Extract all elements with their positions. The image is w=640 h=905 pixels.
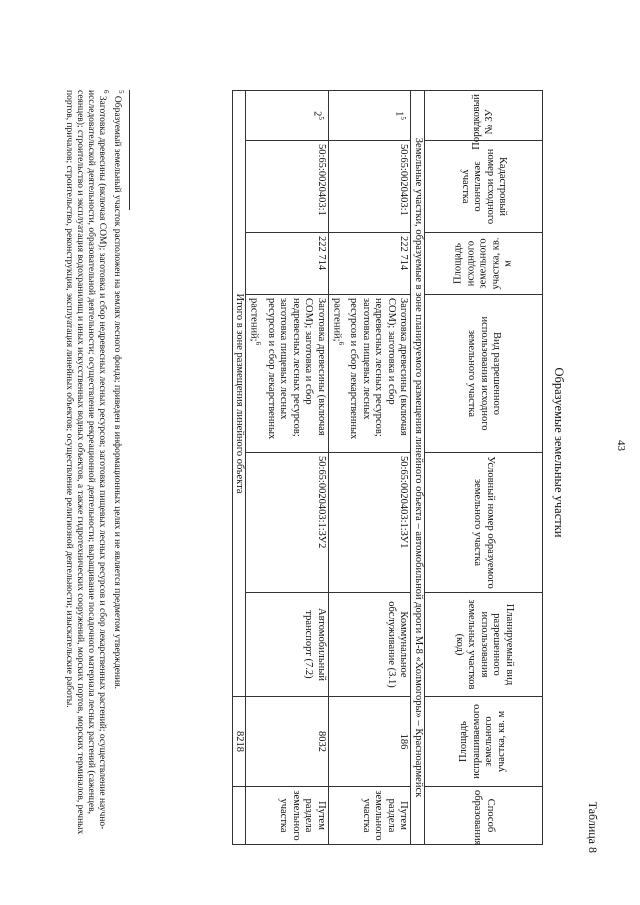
row-area-new: 8032 bbox=[246, 697, 329, 787]
table-row bbox=[329, 91, 412, 845]
total-value: 8218 bbox=[233, 697, 247, 787]
table-row bbox=[246, 91, 329, 845]
header-method: Способ образования bbox=[425, 787, 543, 845]
row-planned-use: Автомобильный транспорт (7.2) bbox=[246, 593, 329, 697]
footnote: $^6$ Заготовка древесины (включая СОМ); заготовка и сбор недревесных лесных ресурсов; заготовка пищевых лесных ресурсов и сбор лекарственных растений; осуществление научно-исследовательской деятельности, образовательной деятельности; осуществление рекреационной деятельности; выращивание посадочного материала лесных растений (саженцев, сеянцев); строительство и эксплуатация водохранилищ и иных искусственных водных объектов, а также гидротехнических сооружений, морских портов, морских терминалов, речных портов, причалов; строительство, реконструкция, эксплуатация линейных объектов; осуществление религиозной деятельности; изыскательские работы. bbox=[63, 90, 110, 835]
row-num: $1^5$ bbox=[329, 91, 412, 141]
footnotes bbox=[63, 90, 130, 850]
table-caption: Образуемые земельные участки bbox=[552, 367, 566, 538]
row-cond-num: 50:65:0020403:1:ЗУ1 bbox=[329, 453, 412, 593]
row-planned-use: Коммунальное обслуживание (3.1) bbox=[329, 593, 412, 697]
header-row bbox=[425, 91, 543, 845]
row-use-src: Заготовка древесины (включая СОМ); заготовка и сбор недревесных лесных ресурсов; заготовка пищевых лесных ресурсов и сбор лекарственных растений;$^6$ bbox=[246, 295, 329, 453]
table-number: Таблица 8 bbox=[586, 801, 600, 853]
header-cadastral: Кадастровый номер исходного земельного участка bbox=[425, 141, 543, 233]
header-area-src: Площадь исходного земельного участка, кв. м bbox=[425, 233, 543, 295]
row-num: $2^5$ bbox=[246, 91, 329, 141]
row-cadastral: 50:65:0020403:1 bbox=[329, 141, 412, 233]
footnote-rule bbox=[129, 90, 130, 210]
header-planned-use: Планируемый вид разрешенного использования земельных участков (код) bbox=[425, 593, 543, 697]
row-cond-num: 50:65:0020403:1:ЗУ2 bbox=[246, 453, 329, 593]
total-empty-cell bbox=[233, 787, 247, 845]
row-use-src: Заготовка древесины (включая СОМ); заготовка и сбор недревесных лесных ресурсов; заготовка пищевых лесных ресурсов и сбор лекарственных растений;$^6$ bbox=[329, 295, 412, 453]
footnote: $^5$ Образуемый земельный участок расположен на землях лесного фонда; приведен в информационных целях и не является предметом утверждения. bbox=[111, 90, 125, 689]
section-title: Земельные участки, образуемые в зоне планируемого размещения линейного объекта – автомобильной дороги М-8 «Холмогоры» – Красноармейск bbox=[411, 91, 425, 845]
total-label: Итого в зоне размещения линейного объекта bbox=[233, 91, 247, 697]
header-area-new: Площадь испрашиваемого земельного участка, кв. м bbox=[425, 697, 543, 787]
row-method: Путем раздела земельного участка bbox=[329, 787, 412, 845]
row-cadastral: 50:65:0020403:1 bbox=[246, 141, 329, 233]
total-row bbox=[233, 91, 247, 845]
page-number: 43 bbox=[615, 440, 627, 451]
section-row bbox=[411, 91, 425, 845]
row-area-new: 186 bbox=[329, 697, 412, 787]
row-area-src: 222 714 bbox=[329, 233, 412, 295]
land-plots-table bbox=[232, 90, 543, 845]
header-cond-num: Условный номер образуемого земельного участка bbox=[425, 453, 543, 593]
row-area-src: 222 714 bbox=[246, 233, 329, 295]
header-use-src: Вид разрешенного использования исходного земельного участка bbox=[425, 295, 543, 453]
header-num: Порядковый № ЗУ bbox=[425, 91, 543, 141]
row-method: Путем раздела земельного участка bbox=[246, 787, 329, 845]
